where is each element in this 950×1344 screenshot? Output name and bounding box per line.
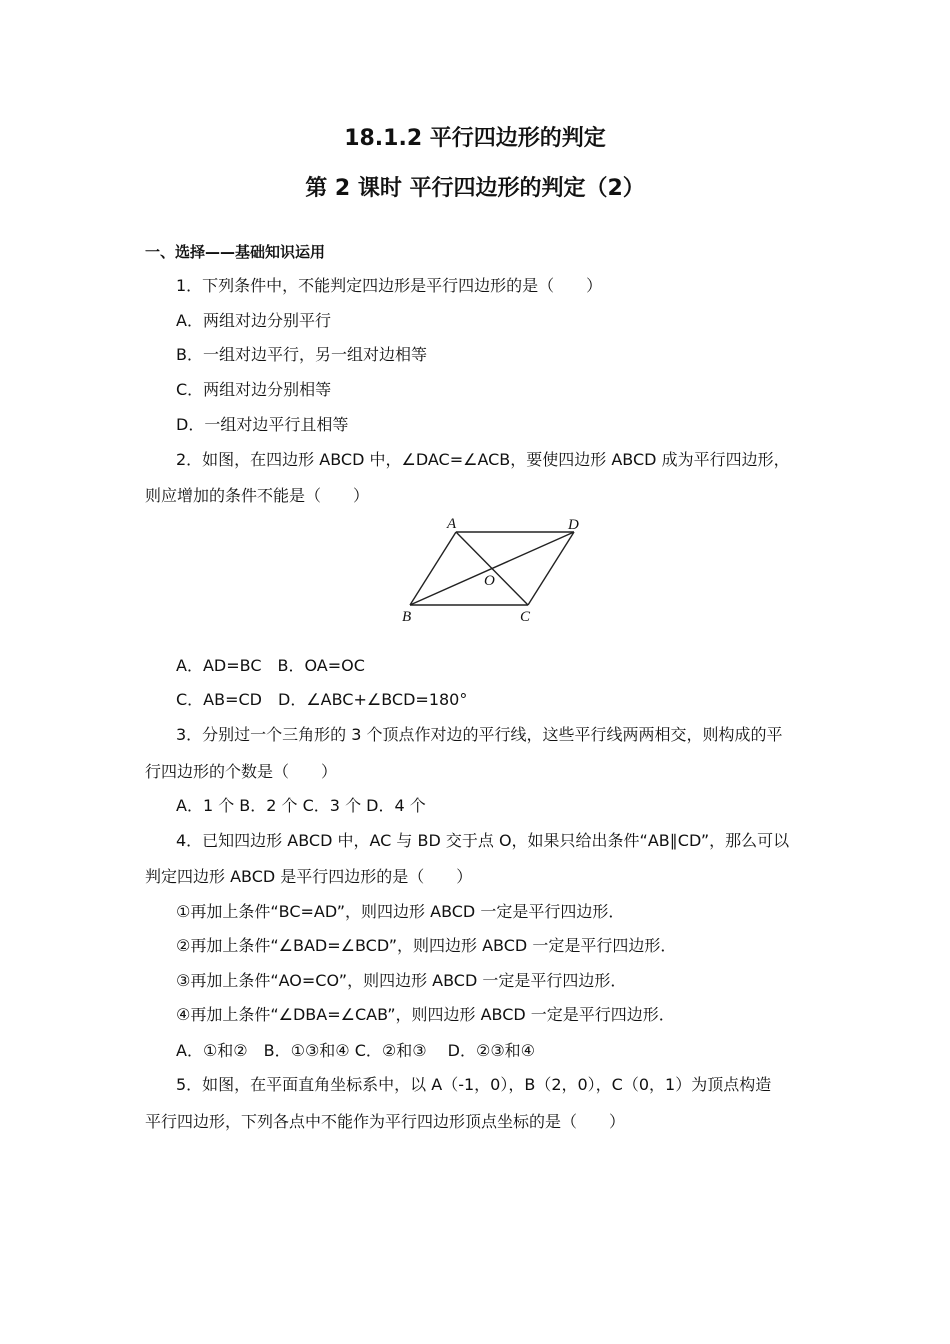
q1-option-d: D．一组对边平行且相等 (176, 415, 349, 434)
q4-options: A．①和② B．①③和④ C．②和③ D．②③和④ (176, 1041, 536, 1060)
q3-stem-line1: 3．分别过一个三角形的 3 个顶点作对边的平行线，这些平行线两两相交，则构成的平 (176, 725, 783, 744)
page-title: 18.1.2 平行四边形的判定 (344, 126, 606, 151)
q3-options: A．1 个 B．2 个 C．3 个 D．4 个 (176, 796, 426, 815)
q5-stem-line2: 平行四边形，下列各点中不能作为平行四边形顶点坐标的是（ ） (145, 1112, 626, 1131)
parallelogram-figure (398, 512, 588, 628)
q2-options-line2: C．AB=CD D．∠ABC+∠BCD=180° (176, 690, 468, 709)
q5-stem-line1: 5．如图，在平面直角坐标系中，以 A（-1，0），B（2，0），C（0，1）为顶点构造 (176, 1075, 772, 1094)
q1-stem: 1．下列条件中，不能判定四边形是平行四边形的是（ ） (176, 276, 603, 295)
q2-stem-line1: 2．如图，在四边形 ABCD 中，∠DAC=∠ACB，要使四边形 ABCD 成为平行四边形， (176, 450, 790, 469)
q1-option-a: A．两组对边分别平行 (176, 311, 331, 330)
label-o: O (484, 573, 495, 589)
label-d: D (568, 517, 579, 533)
label-c: C (520, 609, 531, 625)
q4-stem-line1: 4．已知四边形 ABCD 中，AC 与 BD 交于点 O，如果只给出条件“AB∥CD”，那么可以 (176, 831, 790, 850)
page-subtitle: 第 2 课时 平行四边形的判定（2） (305, 176, 645, 201)
q4-statement-3: ③再加上条件“AO=CO”，则四边形 ABCD 一定是平行四边形． (176, 971, 627, 990)
label-a: A (447, 516, 457, 532)
q1-option-b: B．一组对边平行，另一组对边相等 (176, 345, 427, 364)
q4-stem-line2: 判定四边形 ABCD 是平行四边形的是（ ） (145, 867, 473, 886)
section-heading: 一、选择——基础知识运用 (145, 243, 326, 261)
label-b: B (402, 609, 412, 625)
q4-statement-1: ①再加上条件“BC=AD”，则四边形 ABCD 一定是平行四边形． (176, 902, 625, 921)
q4-statement-4: ④再加上条件“∠DBA=∠CAB”，则四边形 ABCD 一定是平行四边形． (176, 1005, 675, 1024)
diagonal-bd (410, 532, 574, 605)
q2-stem-line2: 则应增加的条件不能是（ ） (145, 486, 370, 505)
q4-statement-2: ②再加上条件“∠BAD=∠BCD”，则四边形 ABCD 一定是平行四边形． (176, 936, 677, 955)
q2-options-line1: A．AD=BC B．OA=OC (176, 656, 365, 675)
q1-option-c: C．两组对边分别相等 (176, 380, 332, 399)
q3-stem-line2: 行四边形的个数是（ ） (145, 762, 338, 781)
